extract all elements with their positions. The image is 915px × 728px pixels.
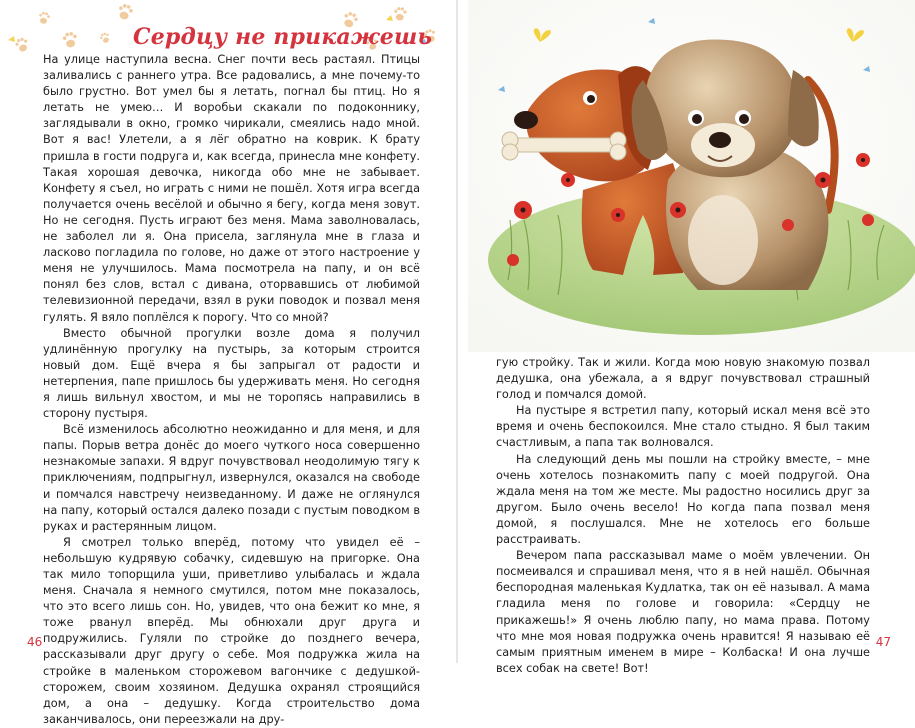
right-page-text [496,355,870,677]
paragraph: На пустыре я встретил папу, который искал меня всё это время и очень беспокоился. Мне стало стыдно. Я был таким счастливым, а папа так волновался. [496,404,870,450]
paragraph: Вечером папа рассказывал маме о моём увлечении. Он посмеивался и спрашивал меня, что я в ней нашёл. Обычная беспородная маленькая Кудлатка, так он её называл. А мама гладила меня по голове и говорила: «Сердцу не прикажешь!» Я очень люблю папу, но мама права. Потому что мне моя новая подружка очень нравится! Я называю её самым приятным именем в мире – Колбаска! И она лучше всех собак на свете! Вот! [496,549,870,675]
paragraph: На следующий день мы пошли на стройку вместе, – мне очень хотелось познакомить папу с моей подругой. Она ждала меня на том же месте. Мы радостно носились друг за другом. Было очень весело! Но когда папа позвал меня домой, я послушался. Мне не хотелось его больше расстраивать. [496,452,870,547]
paragraph: На улице наступила весна. Снег почти весь растаял. Птицы заливались с раннего утра. Все радовались, а мне почему-то было грустно. Вот умел бы я летать, погнал бы птиц. Но я летать не умею… И воробьи скакали по подоконнику, заглядывали в окно, громко чирикали, смеялись надо мной. Вот я вас! Улетели, а я лёг обратно на коврик. К брату пришла в гости подруга и, как всегда, принесла мне конфету. Такая хорошая девочка, никогда обо мне не забывает. Конфету я съел, но играть с ними не пошёл. Хотя игра всегда получается очень весёлой и обычно я бегу, когда меня зовут. Но не сегодня. Пусть играют без меня. Мама заволновалась, не заболел ли я. Она присела, заглянула мне в глаза и ласково погладила по голове, но даже от этого настроение у меня не улучшилось. Мама посмотрела на папу, и он всё понял без слов, встал с дивана, оторвавшись от любимой телевизионной передачи, взял в руки поводок и позвал меня гулять. Я вяло поплёлся к порогу. Что со мной? [43,53,420,324]
paragraph: гую стройку. Так и жили. Когда мою новую знакомую позвал дедушка, она убежала, а я вдруг почувствовал страшный голод и помчался домой. [496,356,870,402]
paragraph: Всё изменилось абсолютно неожиданно и для меня, и для папы. Порыв ветра донёс до моего чуткого носа совершенно незнакомые запахи. Я вдруг почувствовал неодолимую тягу к приключениям, подпрыгнул, извернулся, оказался на свободе и помчался навстречу неизведанному. И даже не оглянулся на папу, который остался далеко позади с пустым поводком в руках и растерянным лицом. [43,423,420,533]
left-page-number: 46 [27,635,43,649]
page-gutter [456,0,458,663]
paragraph: Я смотрел только вперёд, потому что увидел её – небольшую кудрявую собачку, сидевшую на пригорке. Она так мило топорщила уши, приветливо улыбалась и ждала меня. Сначала я немного смутился, потом мне показалось, что это всего лишь сон. Но, увидев, что она бежит ко мне, я тоже рванул вперёд. Мы обнюхали друг друга и подружились. Гуляли по стройке до позднего вечера, рассказывали друг другу о себе. Моя подружка жила на стройке в маленьком сторожевом вагончике с дедушкой-сторожем, своим хозяином. Дедушка охранял строящийся дом, а она – дедушку. Когда строительство дома заканчивалось, они переезжали на дру- [43,535,420,726]
dogs-illustration [468,0,915,352]
right-page-number: 47 [875,635,891,649]
left-page-text [43,52,420,728]
paragraph: Вместо обычной прогулки возле дома я получил удлинённую прогулку на пустырь, за которым строится новый дом. Ещё вчера я бы запрыгал от радости и нетерпения, папе пришлось бы удерживать меня. Но сегодня я лишь вильнул хвостом, и мы не торопясь направились в сторону пустыря. [43,326,420,421]
story-title: Сердцу не прикажешь [133,24,433,50]
